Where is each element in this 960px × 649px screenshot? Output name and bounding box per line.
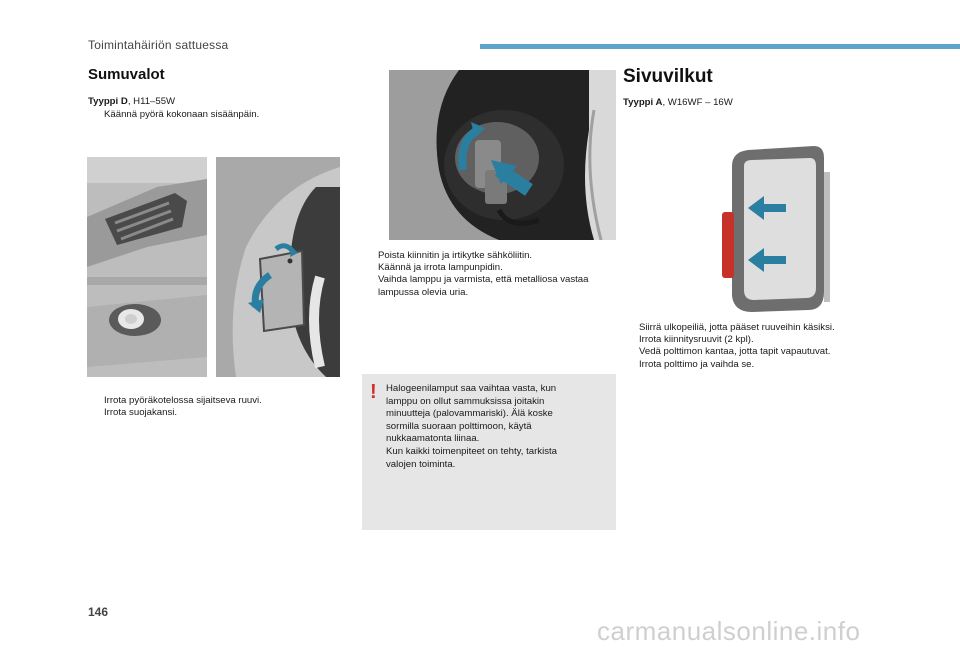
wheel-arch-cover-image: [216, 157, 340, 377]
list-item: Irrota pyöräkotelossa sijaitseva ruuvi.: [104, 395, 262, 406]
lamp-holder-image: [389, 70, 616, 240]
list-item: Siirrä ulkopeiliä, jotta pääset ruuveihin käsiksi.: [639, 322, 835, 333]
fog-lights-type: [88, 96, 348, 108]
fog-steps-top: [88, 109, 348, 121]
list-item: Käännä pyörä kokonaan sisäänpäin.: [104, 109, 260, 120]
page-number: 146: [88, 605, 109, 619]
list-item: Poista kiinnitin ja irtikytke sähköliitin.: [378, 250, 533, 261]
list-item: Irrota kiinnitysruuvit (2 kpl).: [639, 334, 754, 346]
side-steps: [623, 322, 923, 371]
warning-text: Halogeenilamput saa vaihtaa vasta, kun lamppu on ollut sammuksissa joitakin minuutteja (palovammariski). Älä koske sormilla suoraan polttimoon, käytä nukkaamatonta liinaa. Kun kaikki toimenpiteet on tehty, tarkista valojen toiminta.: [386, 383, 557, 470]
fog-type-label: Tyyppi D: [88, 96, 128, 107]
fog-type-spec: , H11–55W: [127, 96, 176, 107]
fog-lamp-bumper-image: [87, 157, 207, 377]
fog-steps-bottom: [88, 395, 348, 419]
watermark-text: carmanualsonline.info: [597, 616, 861, 646]
side-mirror-image: [718, 142, 830, 314]
list-item: Vaihda lamppu ja varmista, että metalliosa vastaa lampussa olevia uria.: [378, 274, 589, 298]
header-accent-bar: [480, 44, 960, 49]
list-item: Vedä polttimon kantaa, jotta tapit vapautuvat.: [639, 346, 831, 358]
warning-icon: !: [370, 381, 377, 403]
side-lights-type: [623, 97, 923, 109]
side-type-spec: , W16WF – 16W: [662, 97, 733, 108]
side-type-label: Tyyppi A: [623, 97, 663, 108]
list-item: Käännä ja irrota lampunpidin.: [378, 262, 503, 274]
fog-steps-middle: [362, 250, 616, 299]
fog-lights-title: Sumuvalot: [88, 66, 165, 83]
list-item: Irrota suojakansi.: [104, 407, 178, 419]
section-title: Toimintahäiriön sattuessa: [88, 38, 229, 52]
side-lights-title: Sivuvilkut: [623, 66, 713, 87]
list-item: Irrota polttimo ja vaihda se.: [639, 358, 755, 370]
